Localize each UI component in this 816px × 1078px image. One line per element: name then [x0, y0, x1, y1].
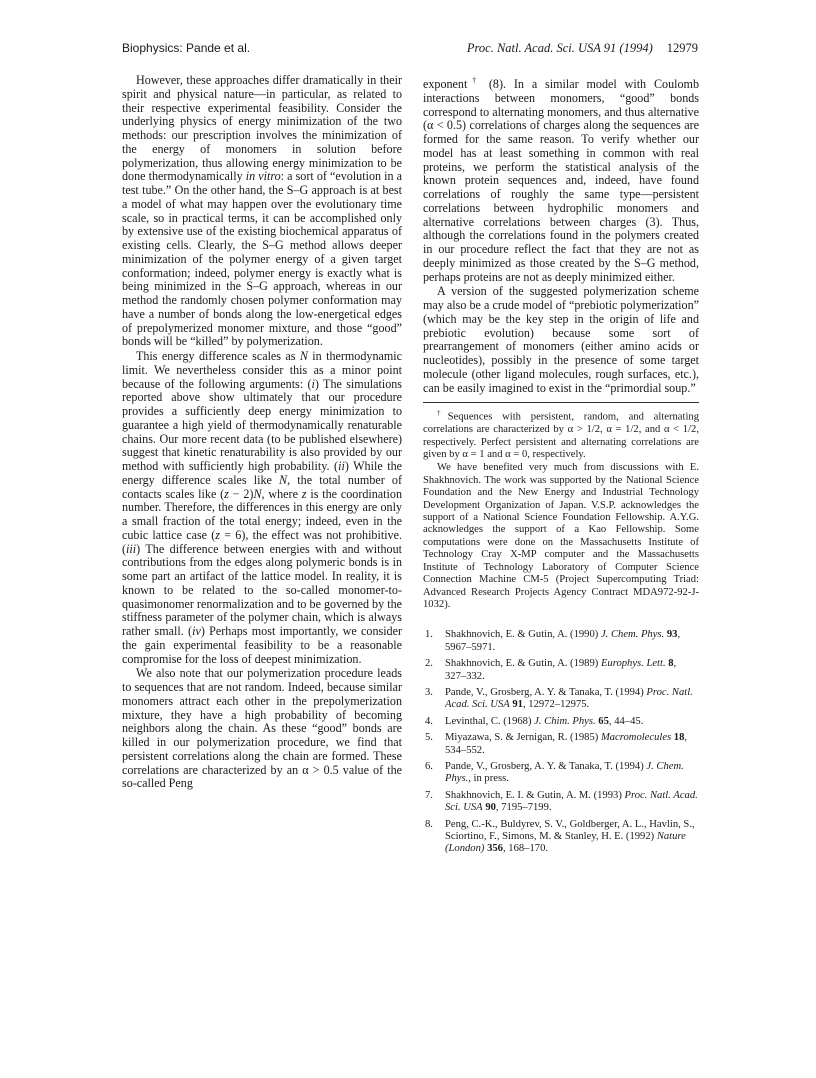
paragraph-prebiotic: A version of the suggested polymerization scheme may also be a crude model of “prebiotic polymerization” (which may be the key step in the origin of life and prebiotic evolution) because some sort of prearrangement of monomers (either amino acids or nucleotides), possibly in the presence of some target molecule (other ligand molecules, rough surfaces, etc.), can be easily imagined to exist in the “primordial soup.”	[423, 284, 699, 395]
reference-number: 2.	[425, 658, 433, 670]
left-column	[122, 74, 402, 791]
reference-pages: , 168–170.	[502, 843, 549, 855]
reference-item	[423, 790, 699, 815]
reference-item	[423, 629, 699, 654]
reference-authors: Shakhnovich, E. I. & Gutin, A. M. (1993)	[445, 789, 625, 801]
reference-number: 6.	[425, 760, 433, 772]
footnote: †Sequences with persistent, random, and alternating correlations are characterized by α > 1/2, α = 1/2, and α < 1/2, respectively. Perfect persistent and alternating correlations are given by α = 1 and α = 0, respectively.	[423, 409, 699, 461]
reference-item	[423, 761, 699, 786]
reference-journal: J. Chem. Phys.	[600, 629, 665, 641]
reference-volume: 8	[665, 658, 674, 670]
reference-journal: J. Chim. Phys.	[534, 715, 596, 727]
header-journal	[467, 40, 698, 56]
reference-pages: , 327–332.	[445, 658, 677, 682]
reference-number: 3.	[425, 686, 433, 698]
reference-journal: Macromolecules	[600, 732, 672, 744]
reference-item	[423, 732, 699, 757]
reference-volume: 90	[482, 802, 496, 814]
reference-number: 1.	[425, 629, 433, 641]
reference-volume: 93	[664, 629, 678, 641]
paragraph-peng-exponent: exponent† (8). In a similar model with Coulomb interactions between monomers, “good” bonds correspond to alternating monomers, and thus alternative (α < 0.5) correlations of charges along the sequences are formed for the same reason. To verify whether our model has at least something in common with real proteins, we perform the statistical analysis of the known protein sequences and, indeed, have found correlations of roughly the same type—persistent correlations between hydrophilic monomers and alternative correlations between charges (3). Thus, although the correlations found in the polymers created in our procedure reflect the fact that they are not as deeply minimized as those created by the S–G method, perhaps proteins are not as deeply minimized either.	[423, 76, 699, 284]
reference-authors: Pande, V., Grosberg, A. Y. & Tanaka, T. (1994)	[445, 760, 647, 772]
reference-pages: , 534–552.	[445, 732, 688, 756]
reference-authors: Shakhnovich, E. & Gutin, A. (1989)	[445, 658, 601, 670]
reference-pages: , 7195–7199.	[495, 802, 552, 814]
reference-journal: Nature (London)	[445, 831, 686, 855]
reference-authors: Shakhnovich, E. & Gutin, A. (1990)	[445, 629, 601, 641]
reference-journal: Proc. Natl. Acad. Sci. USA	[445, 789, 698, 814]
reference-volume: 65	[595, 715, 609, 727]
reference-list	[423, 629, 699, 856]
reference-authors: Miyazawa, S. & Jernigan, R. (1985)	[445, 732, 601, 744]
reference-volume: 356	[484, 843, 503, 855]
reference-pages: , in press.	[468, 773, 509, 785]
reference-number: 4.	[425, 715, 433, 727]
reference-pages: , 12972–12975.	[522, 699, 590, 711]
acknowledgment: We have benefited very much from discussions with E. Shakhnovich. The work was supported by the National Science Foundation and the New Energy and Industrial Technology Development Organization of Japan. V.S.P. acknowledges the support of a National Science Foundation Fellowship. A.Y.G. acknowledges the support of a Kao Fellowship. Some computations were done on the Massachusetts Institute of Technology Cray X-MP computer and the Massachusetts Institute of Technology Laboratory of Computer Science Connection Machine CM-5 (Project Supercomputing Triad: Advanced Research Projects Agency Contract MDA972-92-J-1032).	[423, 462, 699, 610]
paragraph-approaches: However, these approaches differ dramatically in their spirit and physical nature—in particular, as related to their respective experimental feasibility. Consider the underlying physics of energy minimization of the two methods: our prescription involves the minimization of the energy of monomers in solution before polymerization, thus allowing energy minimization to be done thermodynamically in vitro: a sort of “evolution in a test tube.” On the other hand, the S–G approach is at best a model of what may happen over the evolutionary time scale, so in practical terms, it can be accomplished only by extensive use of the existing biochemical apparatus of existing cells. Clearly, the S–G method allows deeper minimization of the polymer energy of a given target conformation; indeed, polymer energy is exactly what is being minimized in the S–G approach, whereas in our method the randomly chosen polymer conformation may have a number of bonds along the low-energetical edges of prepolymerized monomer mixture, and those “good” bonds will be “killed” by polymerization.	[122, 73, 403, 349]
paragraph-sequences-not-random: We also note that our polymerization procedure leads to sequences that are not random. Indeed, because similar monomers attract each other in the prepolymerization mixture, they have a high probability of becoming neighbors along the chain. As these “good” bonds are killed in our polymerization procedure, we find that persistent correlations along the chain are formed. These correlations are characterized by an α > 0.5 value of the so-called Peng	[122, 666, 402, 791]
reference-item	[423, 658, 699, 683]
footnote-marker: †	[467, 76, 482, 85]
paragraph-energy-difference: This energy difference scales as N in thermodynamic limit. We nevertheless consider this as a minor point because of the following arguments: (i) The simulations reported above show ultimately that our procedure provides a sufficiently deep energy minimization to guarantee a high yield of thermodynamically renaturable chains. Our more recent data (to be published elsewhere) suggest that kinetic renaturability is also provided by our method with sufficiently high probability. (ii) While the energy difference scales like N, the total number of contacts scales like (z − 2)N, where z is the coordination number. Therefore, the differences in this energy are only a small fraction of the total energy; indeed, even in the cubic lattice case (z = 6), the effect was not prohibitive. (iii) The difference between energies with and without contributions from the edges along polymeric bonds is in some part an artifact of the lattice model. In reality, it is known to be related to the so-called monomer-to-quasimonomer renormalization and to be governed by the stiffness parameter of the polymer chain, which is always rather small. (iv) Perhaps most importantly, we consider the gain experimental feasibility to be a reasonable compromise for the loss of deepest minimization.	[122, 349, 402, 666]
header-section: Biophysics: Pande et al.	[122, 41, 251, 55]
reference-authors: Pande, V., Grosberg, A. Y. & Tanaka, T. (1994)	[445, 686, 647, 698]
reference-journal: Proc. Natl. Acad. Sci. USA	[445, 686, 693, 711]
reference-volume: 91	[509, 699, 523, 711]
footnote-divider	[423, 402, 699, 403]
reference-item	[423, 819, 699, 856]
reference-journal: J. Chem. Phys.	[445, 760, 684, 785]
running-header	[122, 40, 698, 56]
journal-citation: Proc. Natl. Acad. Sci. USA 91 (1994)	[466, 41, 653, 55]
reference-authors: Peng, C.-K., Buldyrev, S. V., Goldberger, A. L., Havlin, S., Sciortino, F., Simons, M. & Stanley, H. E. (1992)	[445, 818, 695, 842]
reference-pages: , 5967–5971.	[445, 629, 681, 653]
right-column	[423, 74, 699, 860]
reference-number: 8.	[425, 818, 433, 830]
reference-volume: 18	[671, 732, 685, 744]
reference-number: 7.	[425, 789, 433, 801]
page-number: 12979	[666, 41, 698, 55]
reference-authors: Levinthal, C. (1968)	[445, 715, 535, 727]
reference-number: 5.	[425, 732, 433, 744]
reference-journal: Europhys. Lett.	[600, 658, 666, 670]
reference-item	[423, 716, 699, 728]
reference-pages: , 44–45.	[608, 715, 644, 727]
reference-item	[423, 687, 699, 712]
